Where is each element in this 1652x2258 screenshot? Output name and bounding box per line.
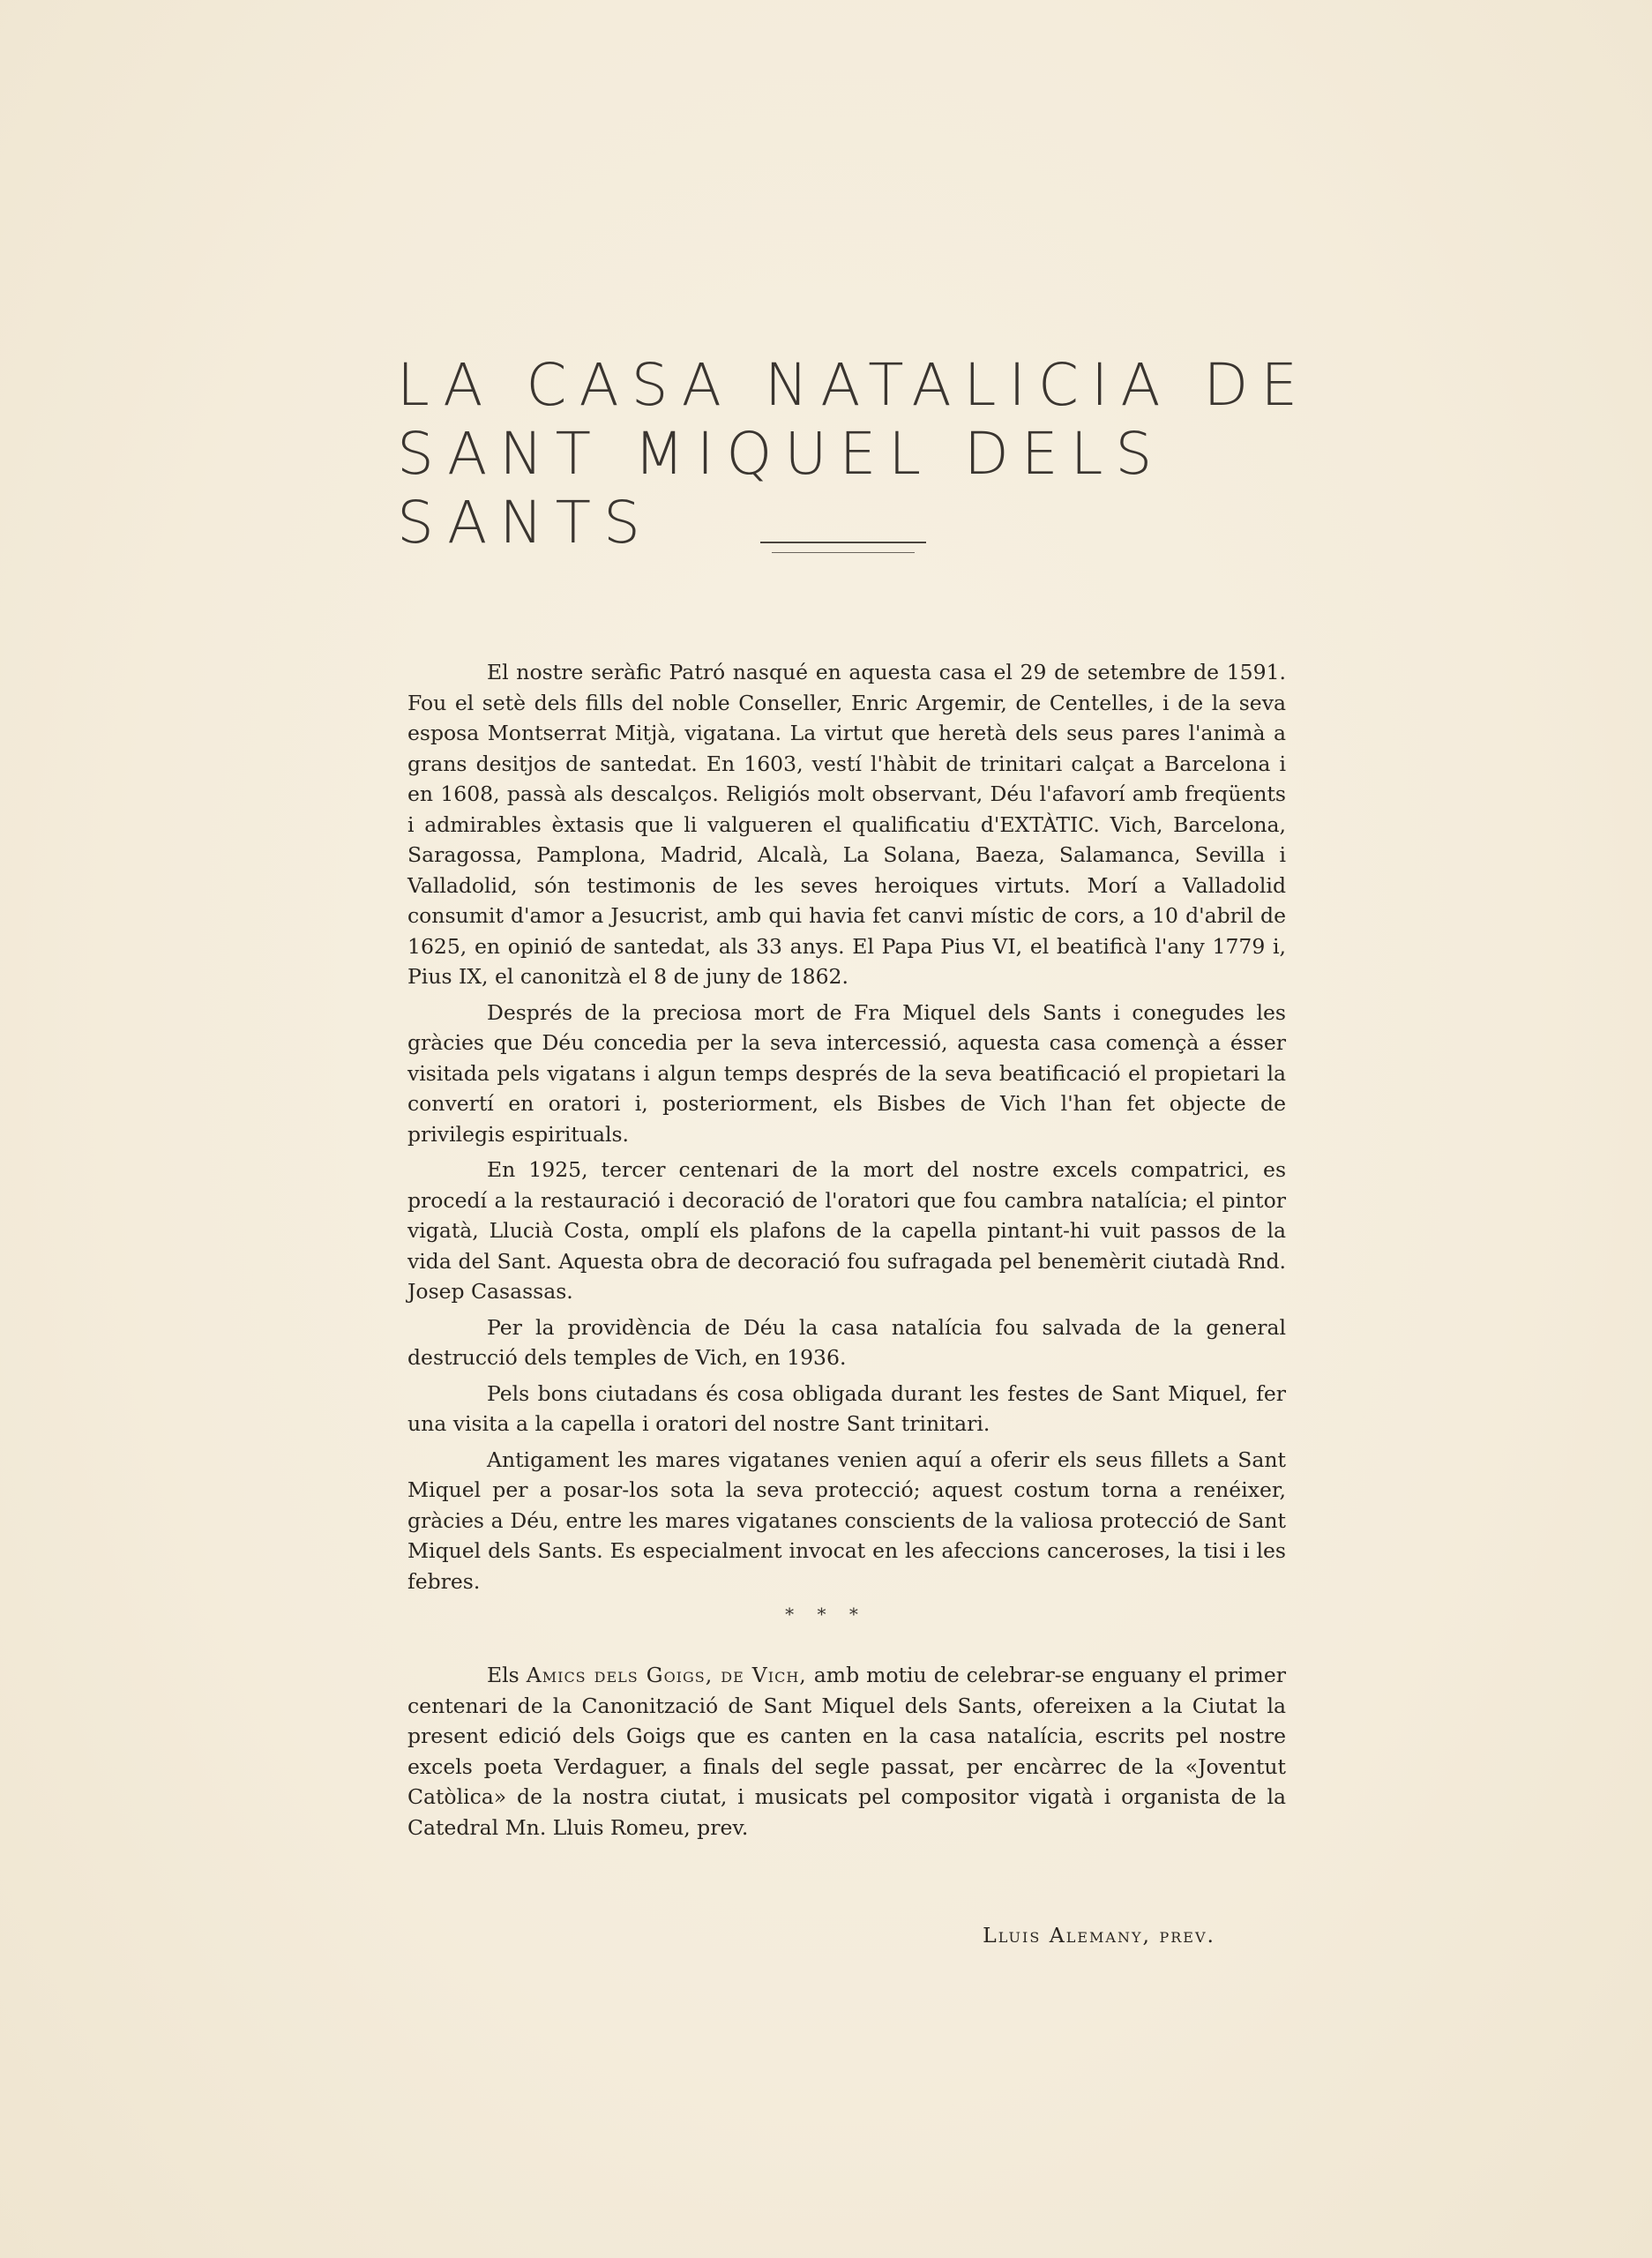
closing-lead: Els	[487, 1663, 520, 1687]
title-line-1: LA CASA NATALICIA DE	[397, 351, 1311, 419]
article-body	[407, 657, 1286, 1602]
page-title	[397, 351, 1314, 557]
paragraph-1: El nostre seràfic Patró nasqué en aquesta casa el 29 de setembre de 1591. Fou el setè dels fills del noble Conseller, Enric Argemir, de Centelles, i de la seva esposa Montserrat Mitjà, vigatana. La virtut que heretà dels seus pares l'animà a grans desitjos de santedat. En 1603, vestí l'hàbit de trinitari calçat a Barcelona i en 1608, passà als descalços. Religiós molt observant, Déu l'afavorí amb freqüents i admirables èxtasis que li valgueren el qualificatiu d'EXTÀTIC. Vich, Barcelona, Saragossa, Pamplona, Madrid, Alcalà, La Solana, Baeza, Salamanca, Sevilla i Valladolid, són testimonis de les seves heroiques virtuts. Morí a Valladolid consumit d'amor a Jesucrist, amb qui havia fet canvi místic de cors, a 10 d'abril de 1625, en opinió de santedat, als 33 anys. El Papa Pius VI, el beatificà l'any 1779 i, Pius IX, el canonitzà el 8 de juny de 1862.	[407, 660, 1286, 989]
paragraph-5: Pels bons ciutadans és cosa obligada durant les festes de Sant Miquel, fer una visita a la capella i oratori del nostre Sant trinitari.	[407, 1380, 1286, 1436]
title-divider-secondary	[772, 552, 915, 553]
paragraph-3: En 1925, tercer centenari de la mort del nostre excels compatrici, es procedí a la restauració i decoració de l'oratori que fou cambra natalícia; el pintor vigatà, Llucià Costa, omplí els plafons de la capella pintant-hi vuit passos de la vida del Sant. Aquesta obra de decoració fou sufragada pel benemèrit ciutadà Rnd. Josep Casassas.	[407, 1157, 1286, 1304]
author-signature: Lluis Alemany, prev.	[983, 1923, 1215, 1948]
society-name: Amics dels Goigs, de Vich,	[526, 1663, 807, 1687]
closing-paragraph	[407, 1660, 1286, 1843]
closing-note	[407, 1660, 1286, 1843]
paragraph-6: Antigament les mares vigatanes venien aquí a oferir els seus fillets a Sant Miquel per a posar-los sota la seva protecció; aquest costum torna a renéixer, gràcies a Déu, entre les mares vigatanes conscients de la valiosa protecció de Sant Miquel dels Sants. Es especialment invocat en les afeccions canceroses, la tisi i les febres.	[407, 1447, 1286, 1594]
paragraph-2: Després de la preciosa mort de Fra Miquel dels Sants i conegudes les gràcies que Déu concedia per la seva intercessió, aquesta casa començà a ésser visitada pels vigatans i algun temps després de la seva beatificació el propietari la convertí en oratori i, posteriorment, els Bisbes de Vich l'han fet objecte de privilegis espirituals.	[407, 999, 1286, 1147]
title-divider	[760, 542, 926, 543]
title-line-2: SANT MIQUEL DELS SANTS	[397, 420, 1165, 557]
section-separator: * * *	[785, 1604, 867, 1625]
closing-text: amb motiu de celebrar-se enguany el primer centenari de la Canonització de Sant Miquel dels Sants, ofereixen a la Ciutat la present edició dels Goigs que es canten en la casa natalícia, escrits pel nostre excels poeta Verdaguer, a finals del segle passat, per encàrrec de la «Joventut Catòlica» de la nostra ciutat, i musicats pel compositor vigatà i organista de la Catedral Mn. Lluis Romeu, prev.	[407, 1663, 1286, 1840]
paragraph-4: Per la providència de Déu la casa natalícia fou salvada de la general destrucció dels temples de Vich, en 1936.	[407, 1314, 1286, 1370]
